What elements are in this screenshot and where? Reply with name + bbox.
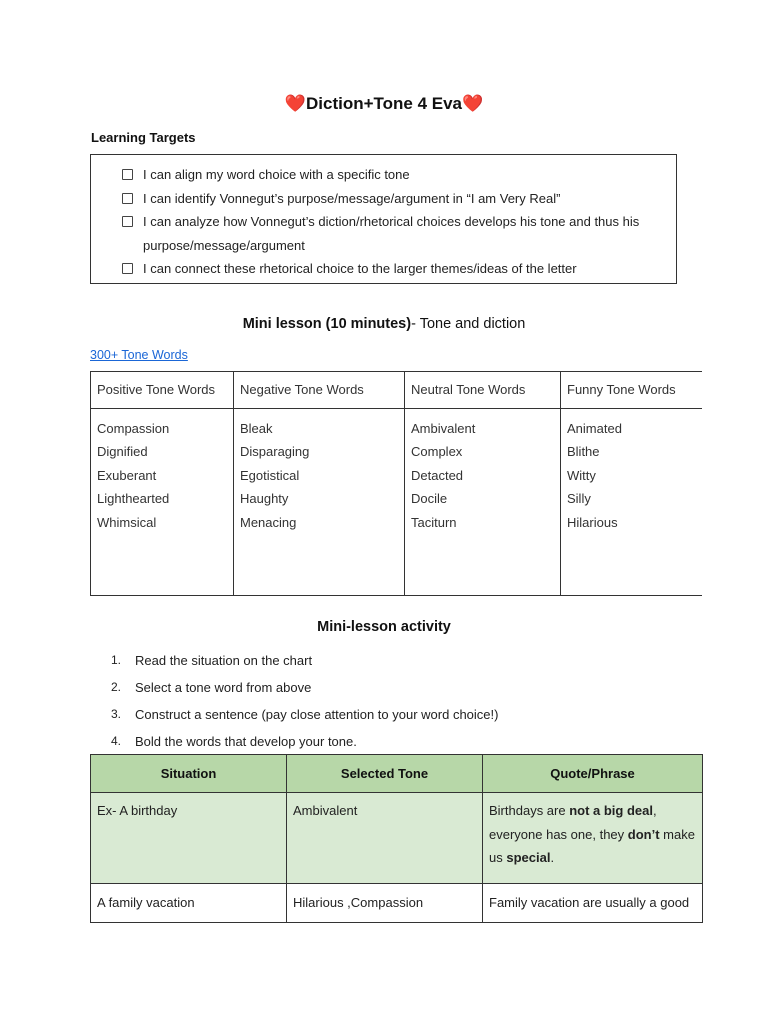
quote-cell [483, 793, 703, 884]
tone-word: Blithe [567, 444, 600, 460]
learning-target-text: I can connect these rhetorical choice to the larger themes/ideas of the letter [143, 261, 577, 276]
learning-target-item[interactable] [122, 163, 666, 187]
learning-target-text: I can identify Vonnegut’s purpose/message/argument in “I am Very Real” [143, 190, 561, 206]
quote-bold: not a big deal [569, 803, 653, 818]
title-text: Diction+Tone 4 Eva [305, 94, 463, 113]
quote-bold: don’t [627, 826, 660, 842]
table-row [91, 409, 702, 596]
tone-words-link[interactable]: 300+ Tone Words [90, 348, 188, 362]
negative-words-cell [234, 409, 405, 596]
tone-word: Hilarious [567, 514, 618, 530]
learning-target-text: I can align my word choice with a specific tone [143, 167, 410, 182]
situation-cell: Ex- A birthday [91, 793, 287, 884]
tone-word: Haughty [240, 491, 289, 507]
tone-word: Exuberant [97, 467, 157, 483]
step-number: 2. [111, 680, 122, 694]
funny-words-cell [561, 409, 702, 596]
tone-word: Ambivalent [411, 421, 476, 436]
document-title [0, 94, 768, 114]
tone-word: Complex [411, 444, 463, 460]
tone-word: Detacted [411, 467, 464, 483]
quote-bold: special [506, 850, 551, 865]
table-row [91, 793, 703, 884]
step-number: 1. [111, 653, 122, 667]
quote-text: make us [489, 826, 695, 865]
selected-tone-cell[interactable]: Hilarious ,Compassion [287, 884, 483, 923]
tone-word: Bleak [240, 421, 273, 436]
tone-word: Taciturn [411, 514, 457, 530]
quote-text: . [550, 850, 555, 865]
list-item [111, 701, 498, 728]
tone-word: Disparaging [240, 444, 310, 460]
learning-target-item[interactable] [122, 257, 666, 281]
step-number: 4. [111, 734, 122, 748]
tone-word: Menacing [240, 514, 297, 530]
step-text: Construct a sentence (pay close attention to your word choice!) [135, 707, 499, 722]
activity-heading: Mini-lesson activity [317, 619, 451, 635]
checkbox-icon[interactable] [122, 216, 133, 227]
quote-cell[interactable]: Family vacation are usually a good [483, 884, 703, 923]
tone-word: Lighthearted [97, 491, 170, 507]
table-header-row [91, 755, 703, 793]
table-header-row [91, 372, 702, 409]
table-header-cell: Funny Tone Words [561, 372, 702, 409]
list-item [111, 674, 498, 701]
learning-target-item[interactable] [122, 187, 666, 211]
learning-targets-heading: Learning Targets [91, 130, 196, 145]
quote-text: Birthdays are [489, 803, 570, 818]
mini-lesson-heading-rest: - Tone and diction [411, 316, 526, 332]
tone-word: Docile [411, 491, 448, 507]
tone-word: Witty [567, 467, 596, 483]
tone-words-table [90, 371, 702, 596]
table-header-cell: Selected Tone [287, 755, 483, 793]
step-text: Read the situation on the chart [135, 653, 313, 668]
tone-word: Silly [567, 491, 591, 507]
tone-word: Egotistical [240, 467, 300, 483]
checkbox-icon[interactable] [122, 169, 133, 180]
list-item [111, 647, 498, 674]
step-text: Select a tone word from above [135, 680, 312, 695]
heart-icon: ❤️ [462, 94, 484, 113]
learning-targets-box [90, 154, 677, 284]
list-item [111, 728, 498, 755]
table-row [91, 884, 703, 923]
tone-word: Animated [567, 421, 622, 436]
tone-word: Whimsical [97, 514, 157, 530]
activity-table [90, 754, 703, 923]
step-number: 3. [111, 707, 122, 721]
heart-icon: ❤️ [284, 94, 306, 113]
tone-word: Compassion [97, 421, 170, 436]
table-header-cell: Positive Tone Words [91, 372, 234, 409]
mini-lesson-heading-bold: Mini lesson (10 minutes) [242, 316, 412, 332]
tone-word: Dignified [97, 444, 148, 460]
checkbox-icon[interactable] [122, 263, 133, 274]
learning-target-item[interactable] [122, 210, 666, 257]
mini-lesson-heading [0, 316, 768, 332]
neutral-words-cell [405, 409, 561, 596]
table-header-cell: Negative Tone Words [234, 372, 405, 409]
situation-cell[interactable]: A family vacation [91, 884, 287, 923]
table-header-cell: Quote/Phrase [483, 755, 703, 793]
learning-target-text: I can analyze how Vonnegut’s diction/rhetorical choices develops his tone and thus his purpose/message/argument [143, 214, 640, 253]
checkbox-icon[interactable] [122, 193, 133, 204]
quote-text: , everyone has one, they [489, 803, 657, 842]
step-text: Bold the words that develop your tone. [135, 734, 357, 749]
selected-tone-cell: Ambivalent [287, 793, 483, 884]
positive-words-cell [91, 409, 234, 596]
activity-steps-list [111, 647, 498, 755]
table-header-cell: Neutral Tone Words [405, 372, 561, 409]
table-header-cell: Situation [91, 755, 287, 793]
